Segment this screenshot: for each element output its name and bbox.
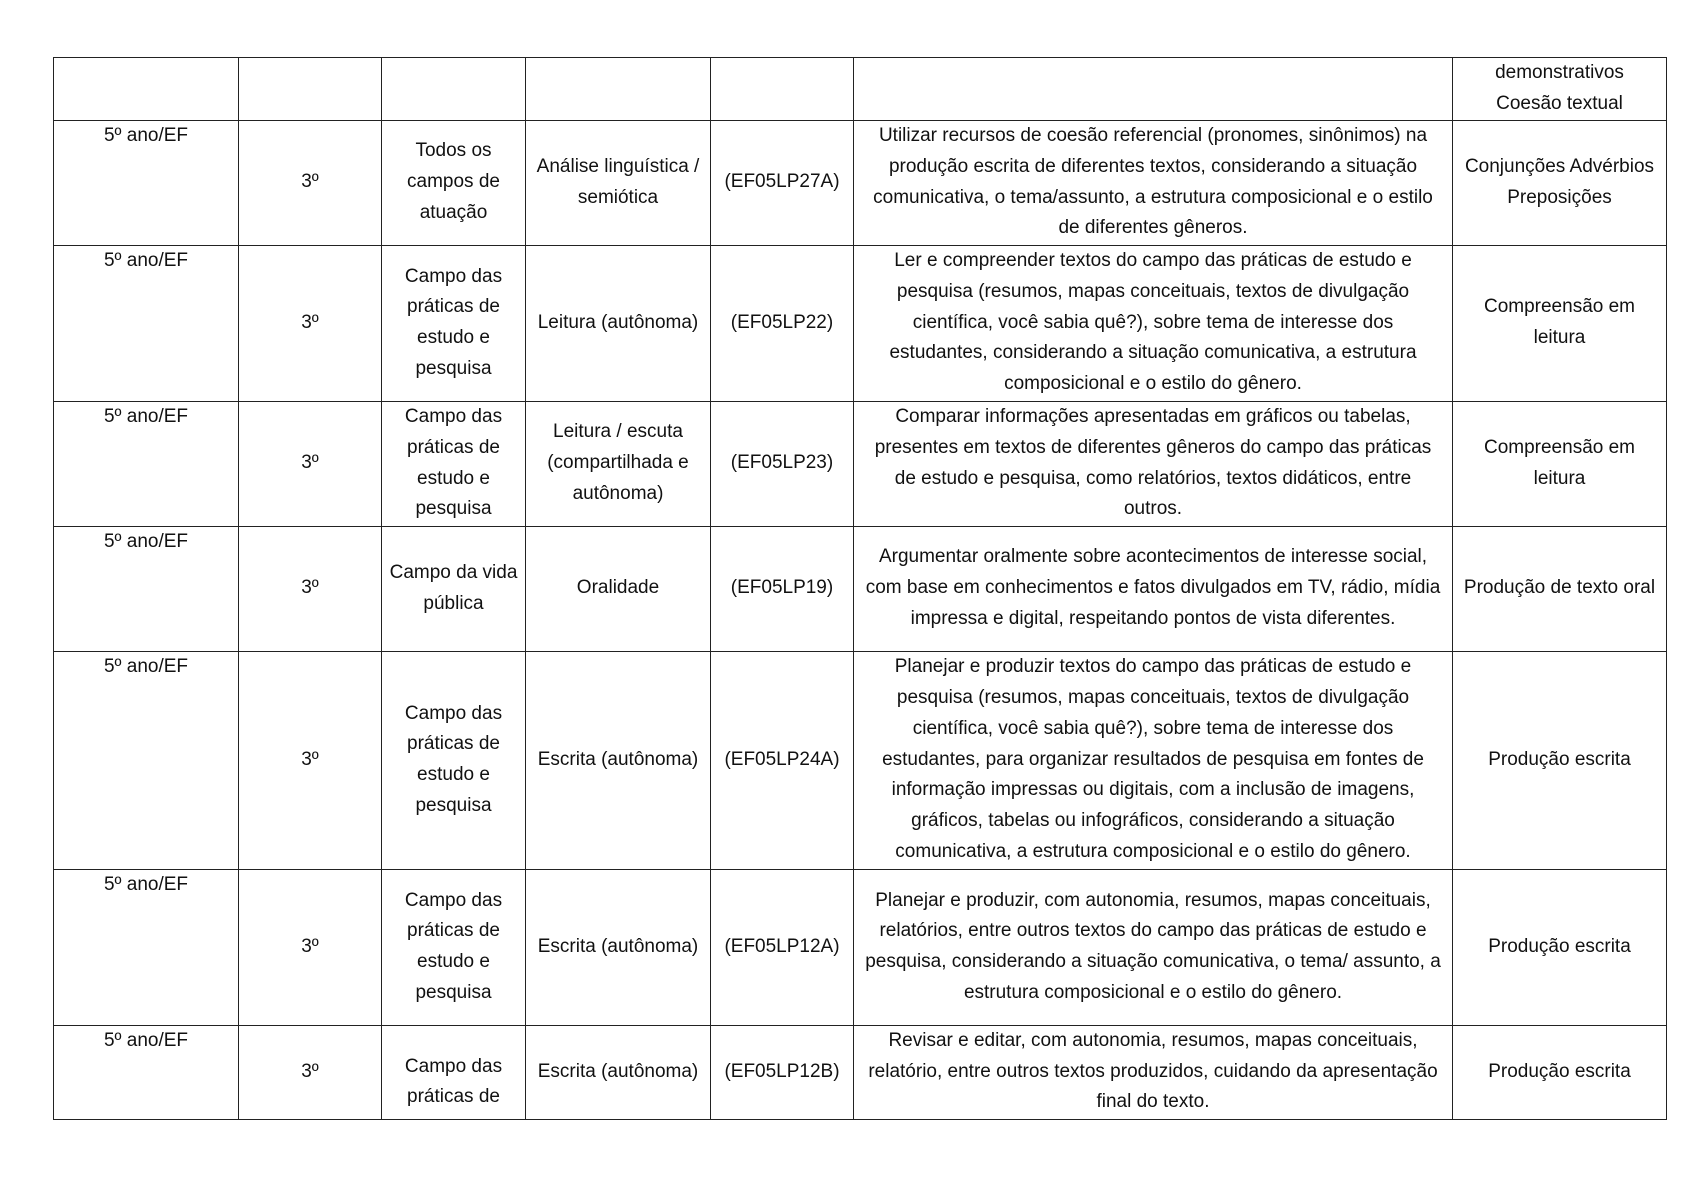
code-cell: (EF05LP12A) (711, 869, 854, 1025)
table-row (54, 651, 1667, 869)
objects-cell: Produção escrita (1453, 869, 1667, 1025)
table-row (54, 401, 1667, 526)
grade-cell: 5º ano/EF (54, 120, 239, 245)
description-cell: Ler e compreender textos do campo das práticas de estudo e pesquisa (resumos, mapas conceituais, textos de divulgação científica, você sabia quê?), sobre tema de interesse dos estudantes, considerando a situação comunicativa, a estrutura composicional e o estilo do gênero. (854, 245, 1453, 401)
description-cell: Planejar e produzir, com autonomia, resumos, mapas conceituais, relatórios, entre outros textos do campo das práticas de estudo e pesquisa, considerando a situação comunicativa, o tema/ assunto, a estrutura composicional e o estilo do gênero. (854, 869, 1453, 1025)
pratica-cell: Oralidade (526, 526, 711, 651)
pratica-cell: Escrita (autônoma) (526, 651, 711, 869)
objects-cell (1453, 58, 1667, 121)
campo-cell: Campo da vida pública (382, 526, 526, 651)
pratica-cell: Análise linguística / semiótica (526, 120, 711, 245)
pratica-cell: Escrita (autônoma) (526, 869, 711, 1025)
grade-cell: 5º ano/EF (54, 526, 239, 651)
code-cell: (EF05LP23) (711, 401, 854, 526)
curriculum-table (53, 57, 1667, 1120)
objects-cell: Produção escrita (1453, 1025, 1667, 1119)
code-cell: (EF05LP27A) (711, 120, 854, 245)
pratica-cell (526, 58, 711, 121)
table-row (54, 869, 1667, 1025)
code-cell: (EF05LP12B) (711, 1025, 854, 1119)
code-cell: (EF05LP22) (711, 245, 854, 401)
campo-cell: Campo das práticas de estudo e pesquisa (382, 651, 526, 869)
bimester-cell: 3º (239, 120, 382, 245)
campo-cell: Campo das práticas de estudo e pesquisa (382, 245, 526, 401)
bimester-cell: 3º (239, 651, 382, 869)
description-cell: Argumentar oralmente sobre acontecimentos de interesse social, com base em conhecimentos e fatos divulgados em TV, rádio, mídia impressa e digital, respeitando pontos de vista diferentes. (854, 526, 1453, 651)
description-cell: Utilizar recursos de coesão referencial (pronomes, sinônimos) na produção escrita de diferentes textos, considerando a situação comunicativa, o tema/assunto, a estrutura composicional e o estilo de diferentes gêneros. (854, 120, 1453, 245)
objects-cell: Compreensão em leitura (1453, 401, 1667, 526)
code-cell (711, 58, 854, 121)
pratica-cell: Leitura / escuta (compartilhada e autônoma) (526, 401, 711, 526)
campo-cell: Campo das práticas de estudo e pesquisa (382, 401, 526, 526)
code-cell: (EF05LP19) (711, 526, 854, 651)
objects-cell: Conjunções Advérbios Preposições (1453, 120, 1667, 245)
table-row-continuation (54, 58, 1667, 121)
table-row (54, 1025, 1667, 1119)
table-row (54, 526, 1667, 651)
objects-cell: Compreensão em leitura (1453, 245, 1667, 401)
objects-line: demonstrativos (1495, 62, 1624, 83)
bimester-cell: 3º (239, 1025, 382, 1119)
objects-line: Coesão textual (1496, 92, 1623, 114)
campo-cell (382, 58, 526, 121)
grade-cell: 5º ano/EF (54, 401, 239, 526)
grade-cell: 5º ano/EF (54, 651, 239, 869)
bimester-cell (239, 58, 382, 121)
description-cell: Revisar e editar, com autonomia, resumos, mapas conceituais, relatório, entre outros textos produzidos, cuidando da apresentação final do texto. (854, 1025, 1453, 1119)
grade-cell: 5º ano/EF (54, 245, 239, 401)
pratica-cell: Leitura (autônoma) (526, 245, 711, 401)
grade-cell (54, 58, 239, 121)
campo-cell: Todos os campos de atuação (382, 120, 526, 245)
pratica-cell: Escrita (autônoma) (526, 1025, 711, 1119)
description-cell (854, 58, 1453, 121)
code-cell: (EF05LP24A) (711, 651, 854, 869)
objects-cell: Produção escrita (1453, 651, 1667, 869)
table-row (54, 120, 1667, 245)
bimester-cell: 3º (239, 401, 382, 526)
bimester-cell: 3º (239, 245, 382, 401)
campo-cell: Campo das práticas de (382, 1025, 526, 1119)
grade-cell: 5º ano/EF (54, 869, 239, 1025)
campo-cell: Campo das práticas de estudo e pesquisa (382, 869, 526, 1025)
bimester-cell: 3º (239, 869, 382, 1025)
table-row (54, 245, 1667, 401)
objects-cell: Produção de texto oral (1453, 526, 1667, 651)
bimester-cell: 3º (239, 526, 382, 651)
description-cell: Comparar informações apresentadas em gráficos ou tabelas, presentes em textos de diferentes gêneros do campo das práticas de estudo e pesquisa, como relatórios, textos didáticos, entre outros. (854, 401, 1453, 526)
description-cell: Planejar e produzir textos do campo das práticas de estudo e pesquisa (resumos, mapas conceituais, textos de divulgação científica, você sabia quê?), sobre tema de interesse dos estudantes, para organizar resultados de pesquisa em fontes de informação impressas ou digitais, com a inclusão de imagens, gráficos, tabelas ou infográficos, considerando a situação comunicativa, a estrutura composicional e o estilo do gênero. (854, 651, 1453, 869)
grade-cell: 5º ano/EF (54, 1025, 239, 1119)
